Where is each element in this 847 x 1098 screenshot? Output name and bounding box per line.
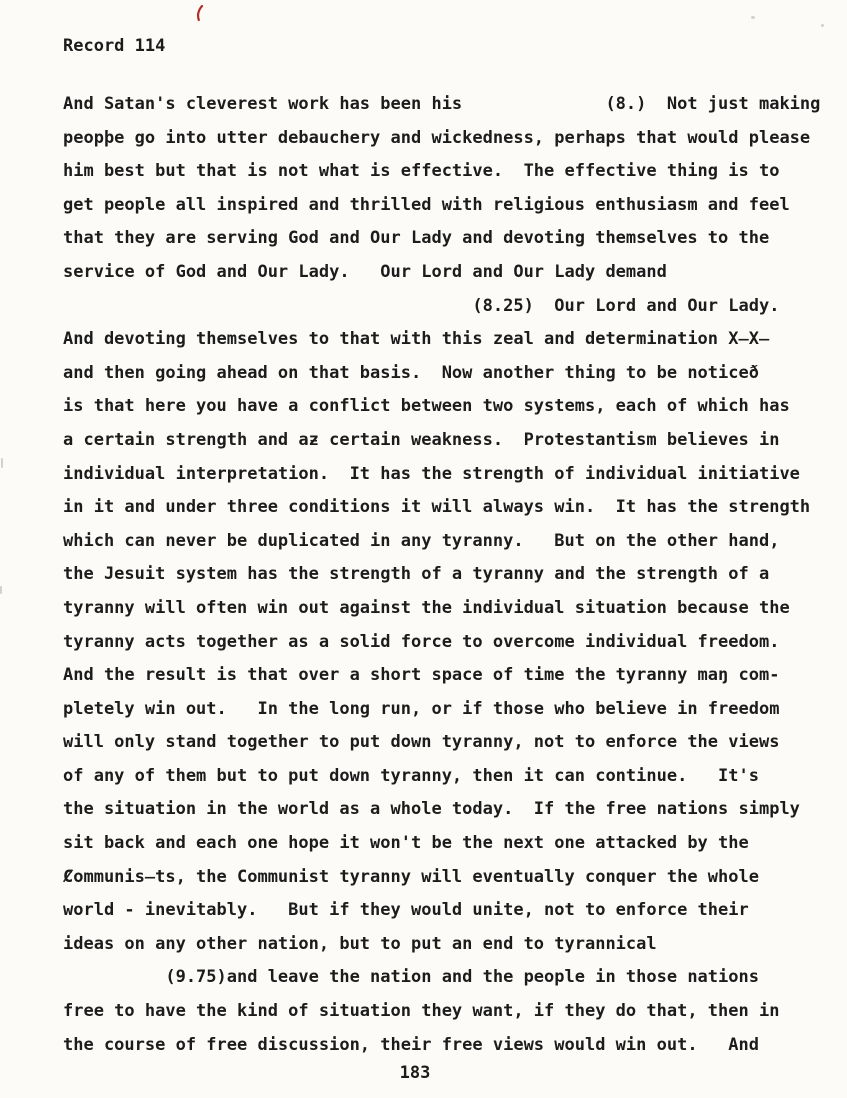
text-line: (8.25) Our Lord and Our Lady. xyxy=(63,295,780,316)
text-line: is that here you have a conflict between two systems, each of which has xyxy=(63,396,790,417)
text-line: Ȼommunis̶ts, the Communist tyranny will eventually conquer the whole xyxy=(63,866,759,887)
scan-speck xyxy=(821,24,824,27)
text-line: peopþe go into utter debauchery and wickedness, perhaps that would please xyxy=(63,127,811,148)
text-line: in it and under three conditions it will always win. It has the strength xyxy=(63,497,811,518)
scan-speck xyxy=(0,586,2,594)
text-line: the Jesuit system has the strength of a tyranny and the strength of a xyxy=(63,564,770,585)
text-line: will only stand together to put down tyranny, not to enforce the views xyxy=(63,732,780,753)
text-line: get people all inspired and thrilled with religious enthusiasm and feel xyxy=(63,194,790,215)
scan-speck xyxy=(751,16,755,19)
text-line: ideas on any other nation, but to put an end to tyrannical xyxy=(63,933,657,954)
text-line: And the result is that over a short space of time the tyranny maŋ com- xyxy=(63,665,780,686)
scan-speck xyxy=(1,458,3,468)
text-line: tyranny acts together as a solid force to overcome individual freedom. xyxy=(63,631,780,652)
text-line: pletely win out. In the long run, or if those who believe in freedom xyxy=(63,698,780,719)
text-line: the situation in the world as a whole today. If the free nations simply xyxy=(63,799,800,820)
text-line: which can never be duplicated in any tyranny. But on the other hand, xyxy=(63,530,780,551)
text-line: the course of free discussion, their free views would win out. And xyxy=(63,1034,759,1055)
text-line: free to have the kind of situation they want, if they do that, then in xyxy=(63,1001,780,1022)
text-line: individual interpretation. It has the strength of individual initiative xyxy=(63,463,800,484)
text-line: of any of them but to put down tyranny, then it can continue. It's xyxy=(63,765,759,786)
text-line: service of God and Our Lady. Our Lord and Our Lady demand xyxy=(63,261,667,282)
text-line: him best but that is not what is effective. The effective thing is to xyxy=(63,161,780,182)
text-lines xyxy=(63,88,820,1062)
text-line: (9.75)and leave the nation and the people in those nations xyxy=(63,967,759,988)
text-line: and then going ahead on that basis. Now another thing to be noticeð xyxy=(63,362,759,383)
page-number: 183 xyxy=(399,1063,431,1083)
text-line: world - inevitably. But if they would unite, not to enforce their xyxy=(63,900,749,921)
text-line: that they are serving God and Our Lady and devoting themselves to the xyxy=(63,228,770,249)
text-line: sit back and each one hope it won't be the next one attacked by the xyxy=(63,833,749,854)
text-line: tyranny will often win out against the individual situation because the xyxy=(63,597,790,618)
text-line: a certain strength and aƶ certain weakness. Protestantism believes in xyxy=(63,429,780,450)
text-line: And Satan's cleverest work has been his (8.) Not just making xyxy=(63,94,821,114)
text-line: And devoting themselves to that with this zeal and determination X̶X̶ xyxy=(63,329,770,350)
record-header: Record 114 xyxy=(63,36,166,56)
red-pen-mark-icon xyxy=(193,5,205,27)
